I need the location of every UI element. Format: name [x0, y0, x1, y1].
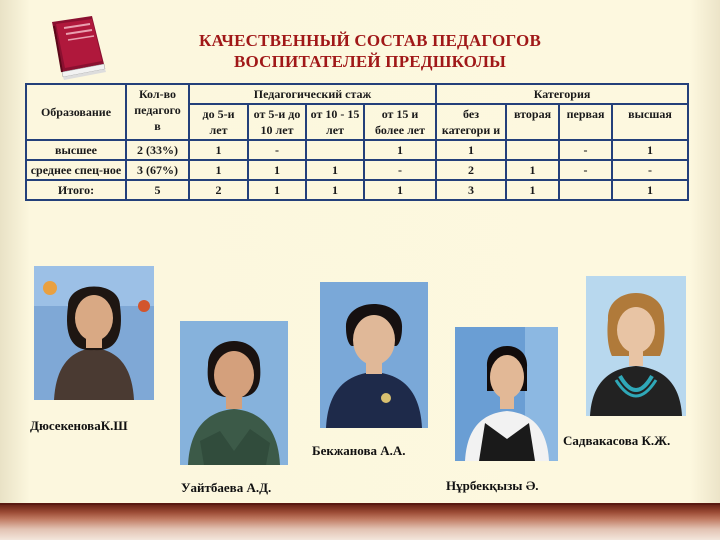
table-cell: - [248, 140, 306, 160]
table-cell: 1 [364, 140, 436, 160]
table-cell: - [559, 140, 612, 160]
header-cat-highest: высшая [612, 104, 688, 140]
teacher-name-2: Уайтбаева А.Д. [181, 480, 272, 495]
bottom-decorative-band [0, 505, 720, 540]
table-row-total [26, 180, 688, 200]
header-cat-second: вторая [506, 104, 559, 140]
table-cell: 1 [189, 160, 248, 180]
table-cell: среднее спец-ное [26, 160, 126, 180]
table-cell: 1 [612, 140, 688, 160]
table-cell: 3 [436, 180, 506, 200]
table-cell: 1 [248, 180, 306, 200]
table-cell [506, 140, 559, 160]
table-cell: 5 [126, 180, 189, 200]
header-exp-10-15: от 10 - 15 лет [306, 104, 364, 140]
table-cell: высшее [26, 140, 126, 160]
table-cell: 1 [364, 180, 436, 200]
table-header-group-row [26, 84, 688, 104]
teacher-photo-3 [320, 282, 428, 428]
teacher-photo-2 [180, 321, 288, 465]
header-exp-under-5: до 5-и лет [189, 104, 248, 140]
table-row [26, 160, 688, 180]
table-cell: 2 (33%) [126, 140, 189, 160]
page-title [150, 30, 590, 72]
table-cell: - [559, 160, 612, 180]
table-cell: 1 [612, 180, 688, 200]
table-cell: - [612, 160, 688, 180]
header-count: Кол-во педагого в [126, 84, 189, 140]
table-cell: 3 (67%) [126, 160, 189, 180]
table-cell: - [364, 160, 436, 180]
teacher-photo-1 [34, 266, 154, 400]
table-cell: Итого: [26, 180, 126, 200]
teacher-name-1: ДюсекеноваК.Ш [30, 418, 128, 433]
table-cell: 1 [506, 160, 559, 180]
header-exp-5-10: от 5-и до 10 лет [248, 104, 306, 140]
table-row [26, 140, 688, 160]
table-cell: 1 [189, 140, 248, 160]
table-cell [559, 180, 612, 200]
table-cell: 2 [436, 160, 506, 180]
header-experience: Педагогический стаж [189, 84, 436, 104]
table-cell: 1 [436, 140, 506, 160]
teacher-stats-table [25, 83, 689, 201]
teacher-name-3: Бекжанова А.А. [312, 443, 406, 458]
header-cat-none: без категори и [436, 104, 506, 140]
table-cell: 2 [189, 180, 248, 200]
title-line-2: ВОСПИТАТЕЛЕЙ ПРЕДШКОЛЫ [233, 52, 507, 71]
teacher-photo-5 [586, 276, 686, 416]
table-cell [306, 140, 364, 160]
teacher-photo-4 [455, 327, 558, 461]
table-cell: 1 [248, 160, 306, 180]
teacher-name-4: Нұрбекқызы Ә. [446, 478, 539, 493]
table-cell: 1 [306, 160, 364, 180]
table-cell: 1 [306, 180, 364, 200]
header-exp-15-plus: от 15 и более лет [364, 104, 436, 140]
title-line-1: КАЧЕСТВЕННЫЙ СОСТАВ ПЕДАГОГОВ [199, 31, 541, 50]
teacher-name-5: Садвакасова К.Ж. [563, 433, 671, 448]
red-notebook-icon [42, 14, 112, 80]
header-category: Категория [436, 84, 688, 104]
header-cat-first: первая [559, 104, 612, 140]
header-education: Образование [26, 84, 126, 140]
table-cell: 1 [506, 180, 559, 200]
